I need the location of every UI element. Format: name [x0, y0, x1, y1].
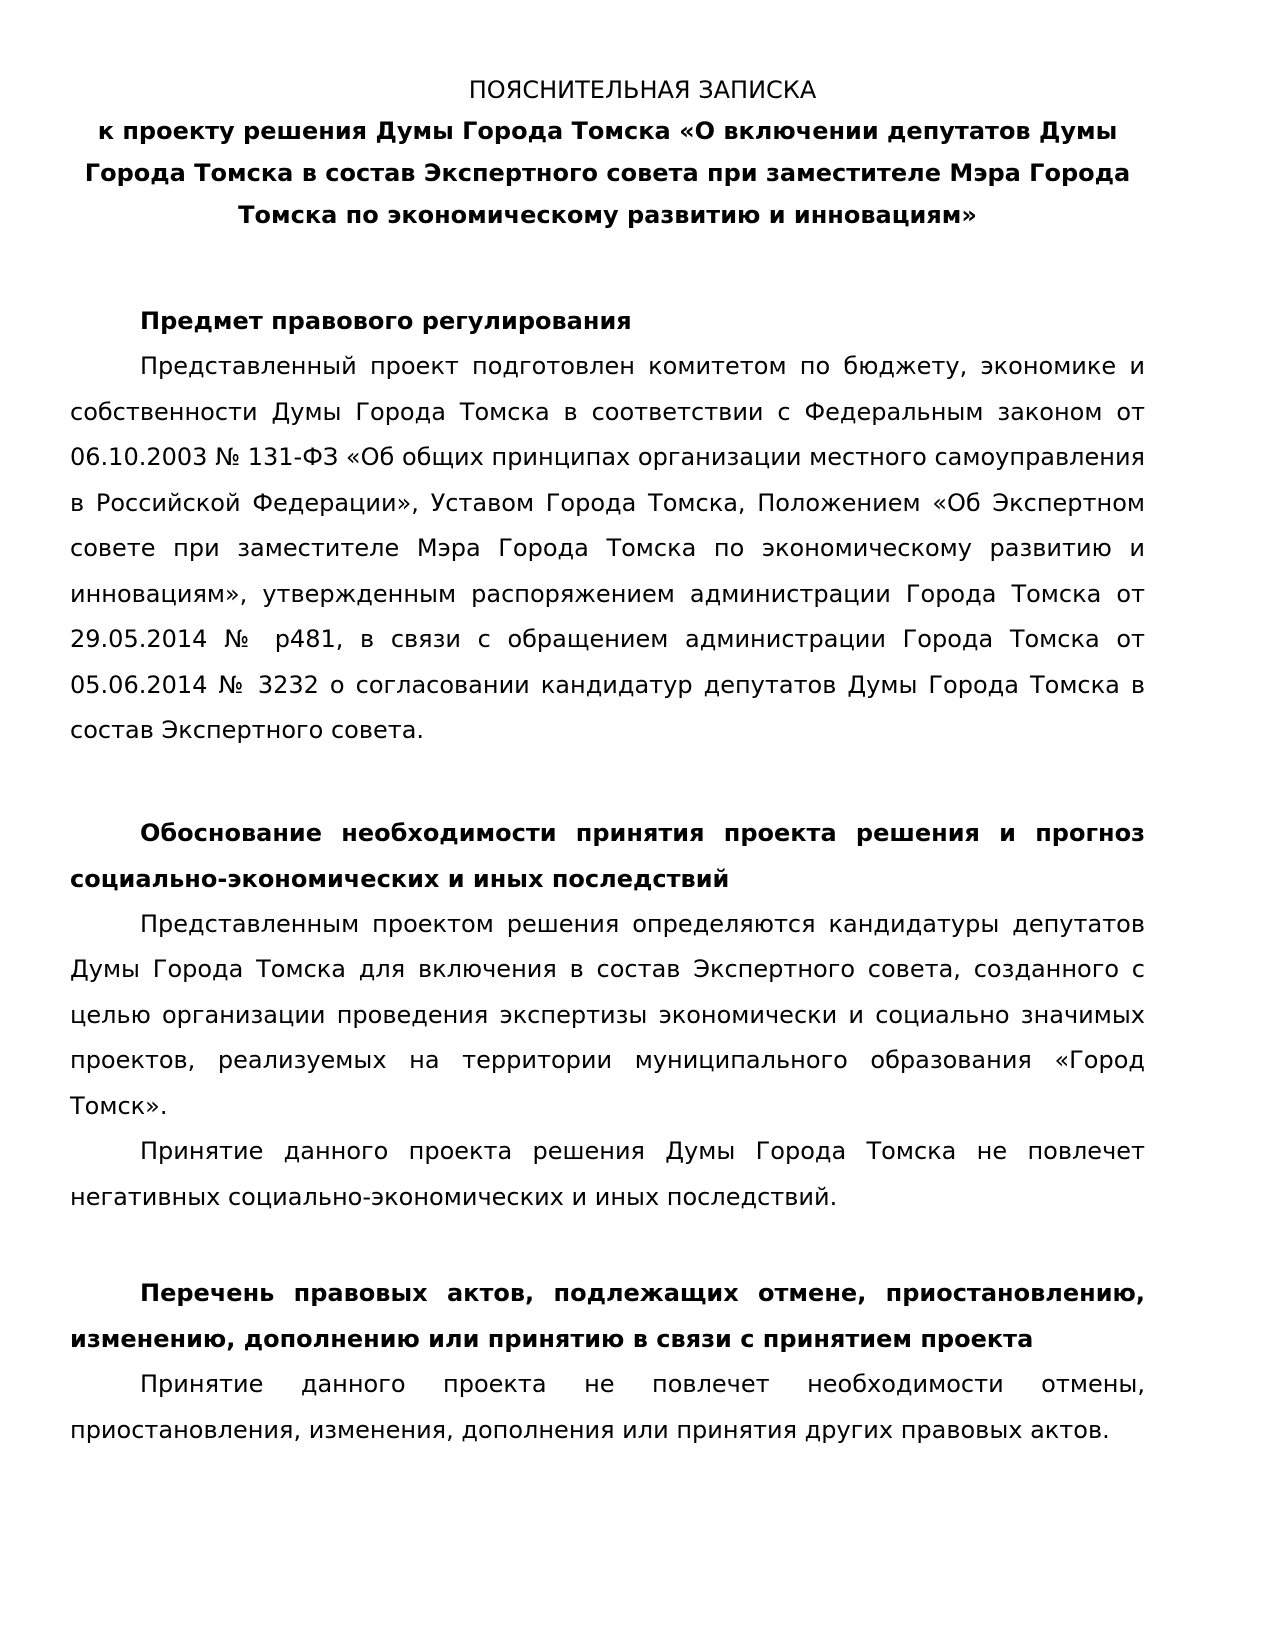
document-kind: ПОЯСНИТЕЛЬНАЯ ЗАПИСКА: [468, 76, 817, 104]
spacer: [70, 754, 1145, 810]
spacer: [70, 236, 1145, 298]
section-heading: Перечень правовых актов, подлежащих отмене, приостановлению, изменению, дополнению или принятию в связи с принятием проекта: [70, 1279, 1145, 1353]
section-heading: Предмет правового регулирования: [140, 307, 632, 335]
spacer: [70, 1220, 1145, 1270]
paragraph: Представленный проект подготовлен комитетом по бюджету, экономике и собственности Думы Города Томска в соответствии с Федеральным законом от 06.10.2003 № 131-ФЗ «Об общих принципах организации местного самоуправления в Российской Федерации», Уставом Города Томска, Положением «Об Экспертном совете при заместителе Мэра Города Томска по экономическому развитию и инновациям», утвержденным распоряжением администрации Города Томска от 29.05.2014 № р481, в связи с обращением администрации Города Томска от 05.06.2014 № 3232 о согласовании кандидатур депутатов Думы Города Томска в состав Экспертного совета.: [70, 352, 1145, 744]
paragraph: Представленным проектом решения определяются кандидатуры депутатов Думы Города Томска для включения в состав Экспертного совета, созданного с целью организации проведения экспертизы экономически и социально значимых проектов, реализуемых на территории муниципального образования «Город Томск».: [70, 909, 1145, 1120]
section-legal-acts-list: [70, 1270, 1145, 1453]
section-justification: [70, 810, 1145, 1221]
document-page: [70, 70, 1145, 1453]
document-title: к проекту решения Думы Города Томска «О включении депутатов Думы Города Томска в состав Экспертного совета при заместителе Мэра Города Томска по экономическому развитию и инновациям»: [84, 117, 1131, 229]
paragraph: Принятие данного проекта не повлечет необходимости отмены, приостановления, изменения, дополнения или принятия других правовых актов.: [70, 1370, 1145, 1444]
section-heading: Обоснование необходимости принятия проекта решения и прогноз социально-экономических и иных последствий: [70, 818, 1145, 893]
section-subject-of-regulation: [70, 298, 1145, 754]
paragraph: Принятие данного проекта решения Думы Города Томска не повлечет негативных социально-экономических и иных последствий.: [70, 1137, 1145, 1211]
